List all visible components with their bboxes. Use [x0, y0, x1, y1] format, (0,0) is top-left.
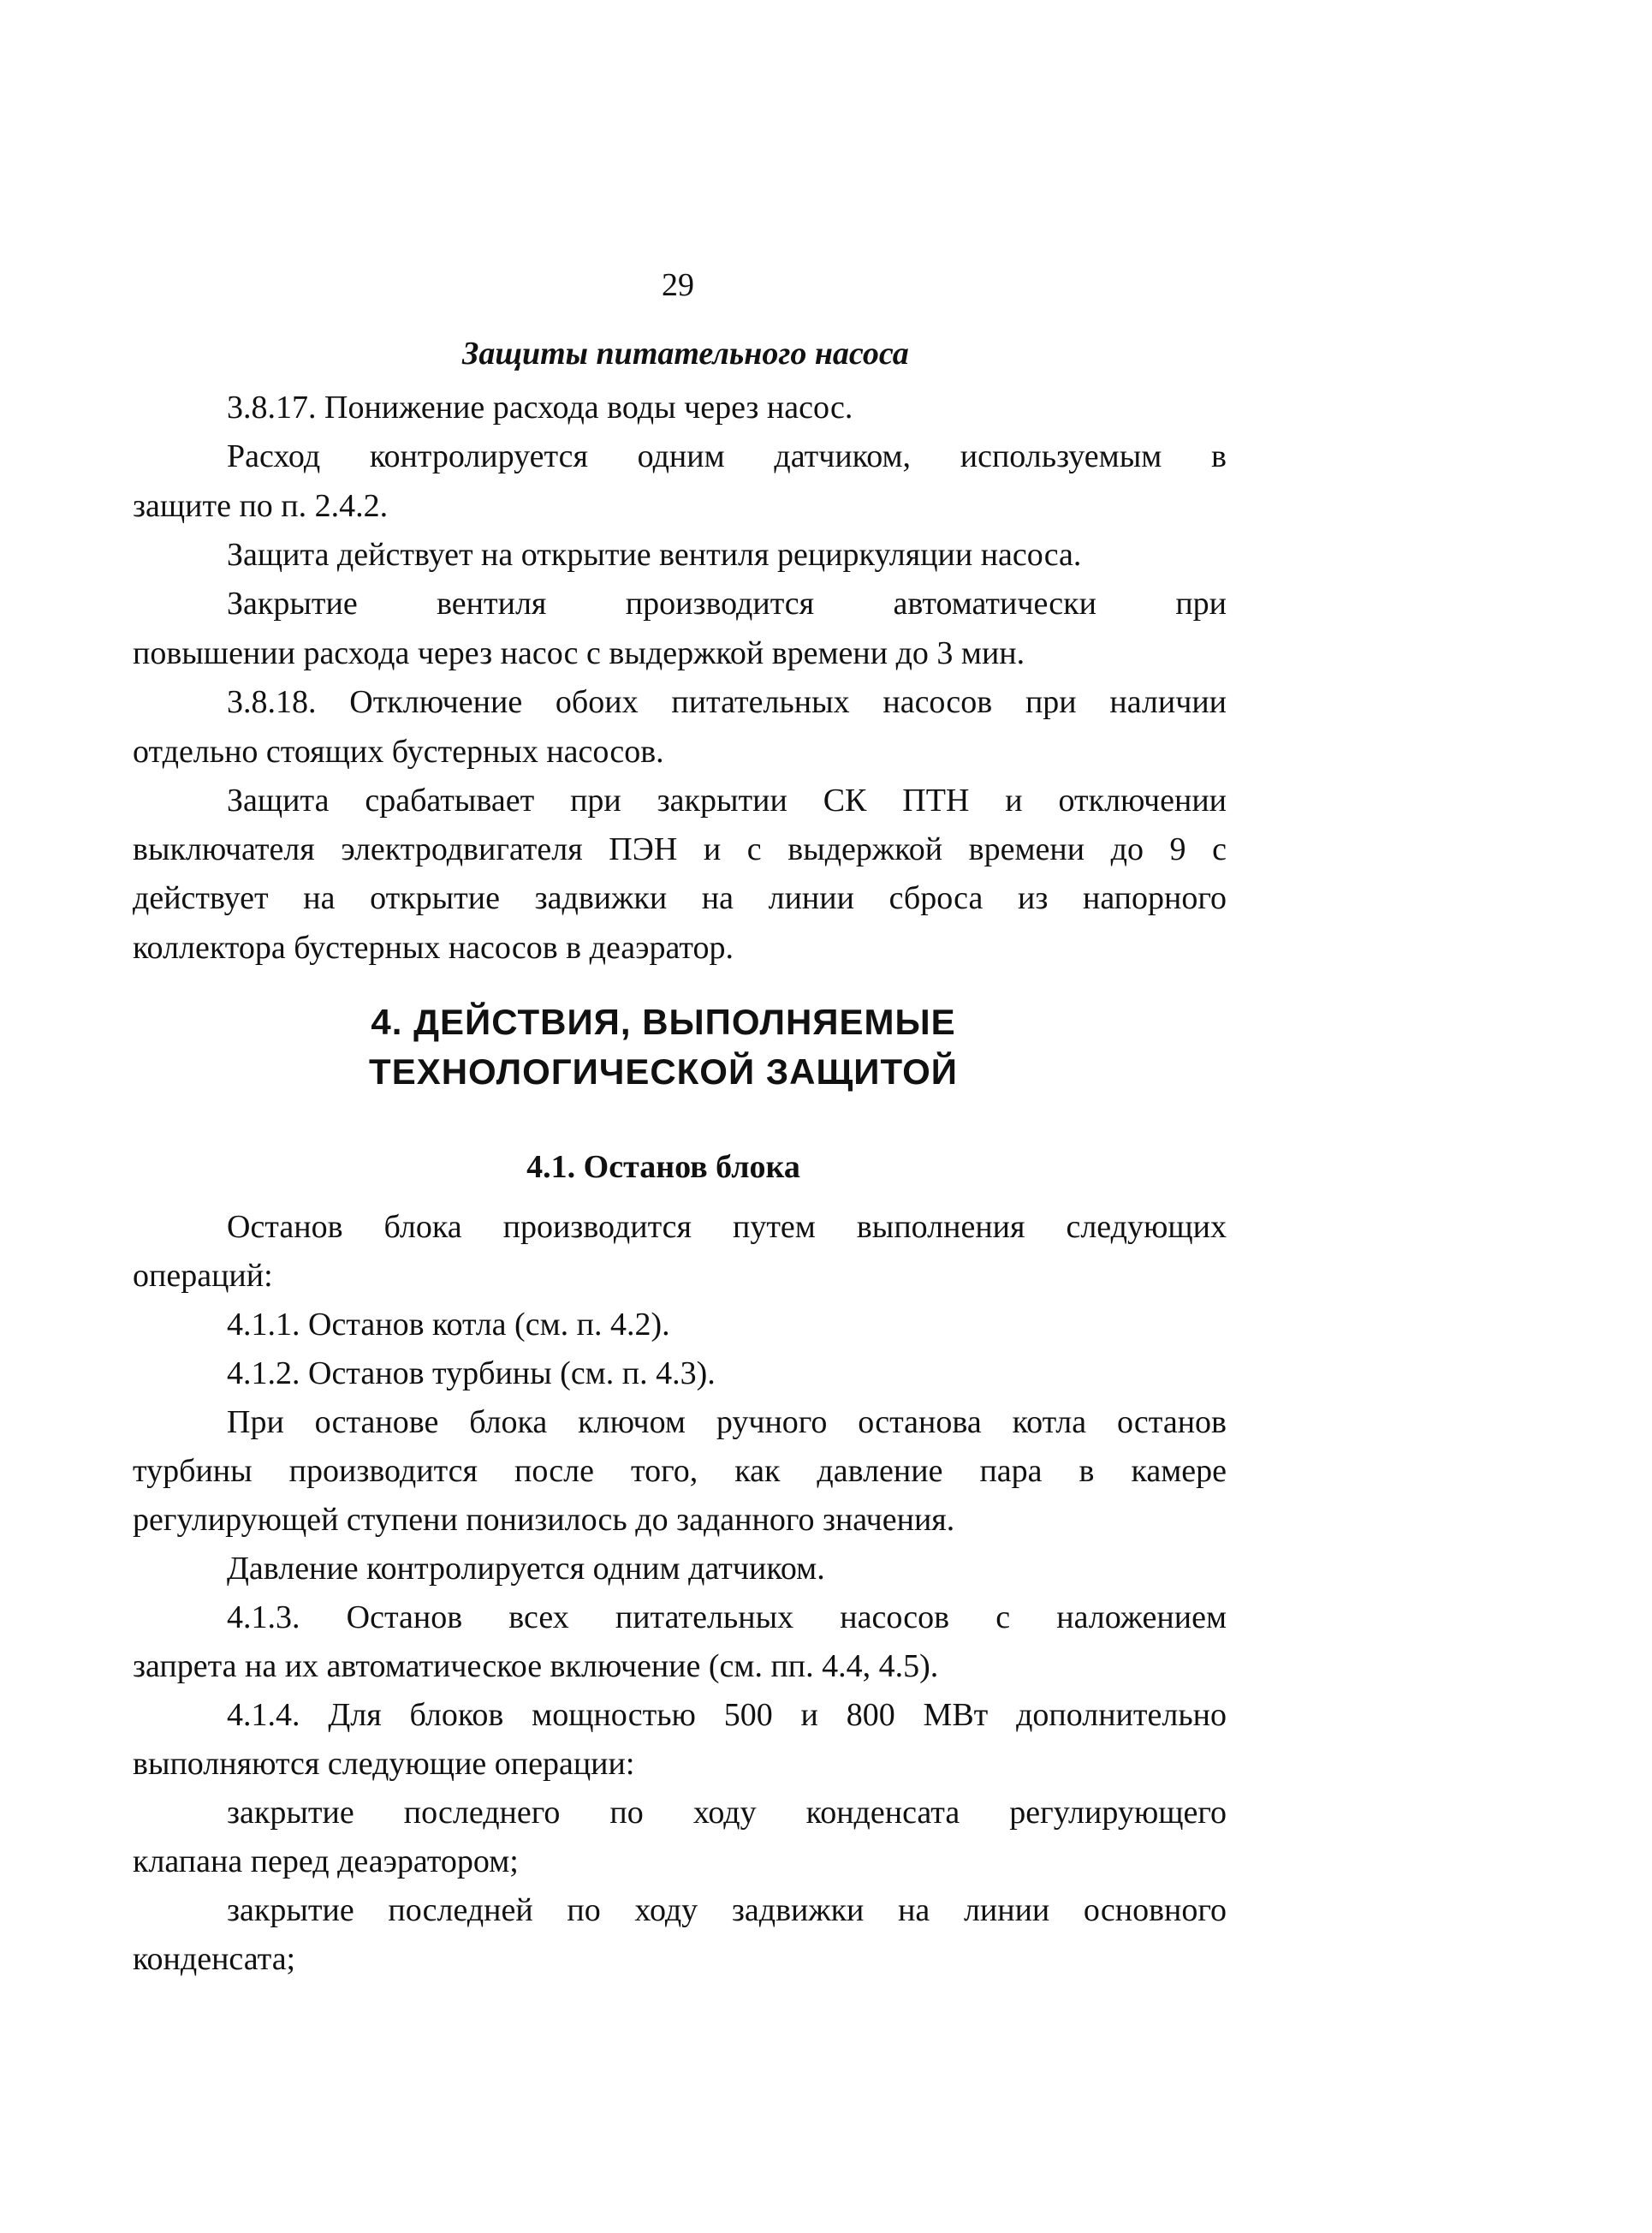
paragraph-line: Давление контролируется одним датчиком.: [227, 1551, 825, 1587]
paragraph-line: конденсата;: [133, 1941, 296, 1977]
paragraph-line: выключателя электродвигателя ПЭН и с выдержкой времени до 9 с: [133, 831, 1227, 867]
paragraph-line: Защита срабатывает при закрытии СК ПТН и отключении: [227, 783, 1227, 819]
paragraph-line: турбины производится после того, как давление пара в камере: [133, 1453, 1227, 1489]
paragraph-line: 4.1.3. Останов всех питательных насосов с наложением: [227, 1599, 1227, 1635]
paragraph-line: клапана перед деаэратором;: [133, 1843, 519, 1879]
paragraph-line: 3.8.18. Отключение обоих питательных насосов при наличии: [227, 684, 1227, 720]
paragraph-line: запрета на их автоматическое включение (см. пп. 4.4, 4.5).: [133, 1648, 939, 1684]
paragraph-line: закрытие последней по ходу задвижки на линии основного: [227, 1892, 1227, 1928]
paragraph-line: отдельно стоящих бустерных насосов.: [133, 734, 664, 770]
page-number: 29: [662, 267, 694, 303]
paragraph-line: 3.8.17. Понижение расхода воды через насос.: [227, 390, 853, 426]
section-4-title-line1: 4. ДЕЙСТВИЯ, ВЫПОЛНЯЕМЫЕ: [371, 1002, 956, 1042]
paragraph-line: регулирующей ступени понизилось до заданного значения.: [133, 1502, 955, 1538]
paragraph-line: выполняются следующие операции:: [133, 1746, 635, 1782]
paragraph-line: Расход контролируется одним датчиком, используемым в: [227, 438, 1227, 474]
paragraph-line: закрытие последнего по ходу конденсата регулирующего: [227, 1795, 1227, 1831]
paragraph-line: 4.1.2. Останов турбины (см. п. 4.3).: [227, 1355, 716, 1391]
section-4-title-line2: ТЕХНОЛОГИЧЕСКОЙ ЗАЩИТОЙ: [369, 1051, 958, 1092]
paragraph-line: Защита действует на открытие вентиля рециркуляции насоса.: [227, 537, 1082, 573]
paragraph-line: защите по п. 2.4.2.: [133, 488, 389, 524]
paragraph-line: действует на открытие задвижки на линии сброса из напорного: [133, 880, 1227, 916]
paragraph-line: При останове блока ключом ручного останова котла останов: [227, 1404, 1227, 1440]
paragraph-line: 4.1.4. Для блоков мощностью 500 и 800 МВт дополнительно: [227, 1697, 1227, 1733]
subsection-title: 4.1. Останов блока: [526, 1149, 800, 1185]
paragraph-line: операций:: [133, 1258, 273, 1294]
paragraph-line: повышении расхода через насос с выдержкой времени до 3 мин.: [133, 635, 1025, 671]
paragraph-line: Останов блока производится путем выполнения следующих: [227, 1209, 1227, 1245]
paragraph-line: коллектора бустерных насосов в деаэратор.: [133, 930, 734, 966]
section-title-pump-protection: Защиты питательного насоса: [462, 336, 909, 372]
paragraph-line: 4.1.1. Останов котла (см. п. 4.2).: [227, 1307, 670, 1343]
paragraph-line: Закрытие вентиля производится автоматически при: [227, 586, 1227, 622]
